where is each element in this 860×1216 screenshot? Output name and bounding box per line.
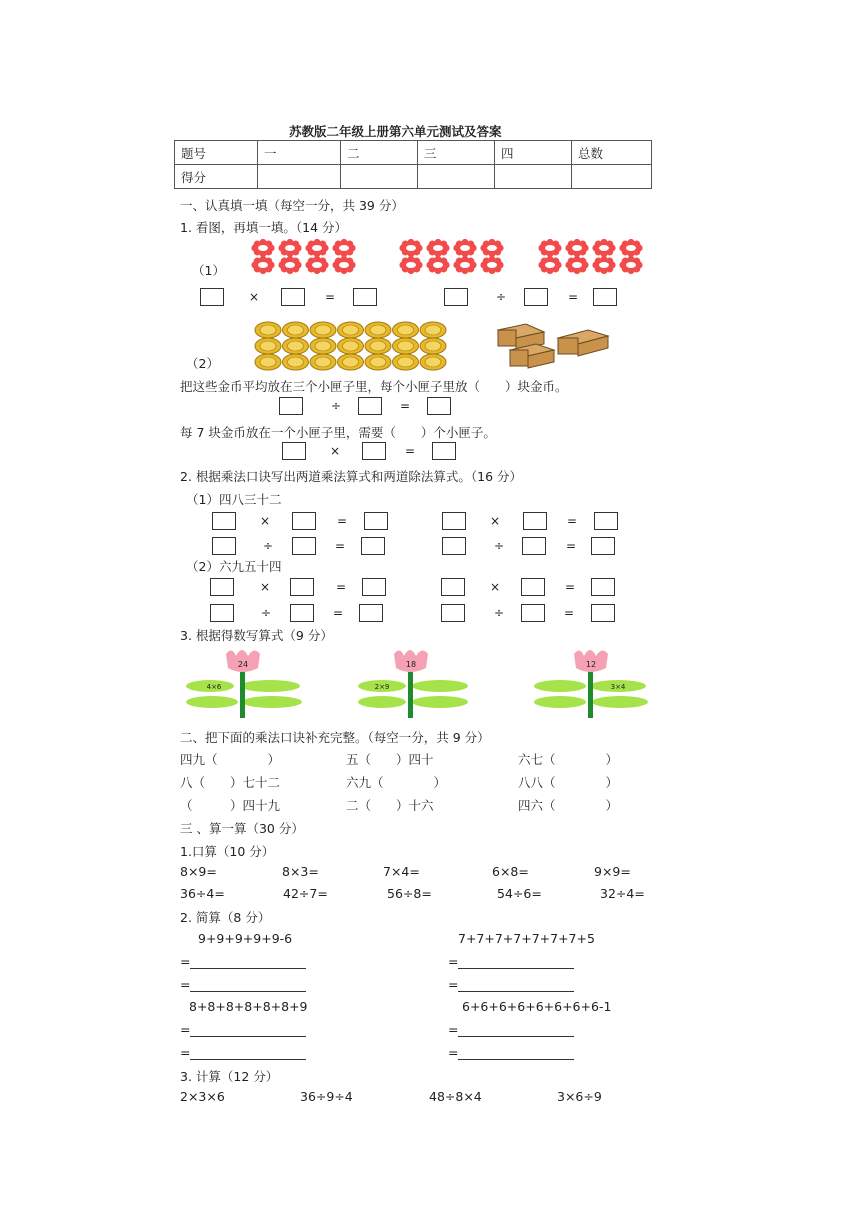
answer-line[interactable] [448,954,574,969]
answer-box[interactable] [290,578,314,596]
flower-card-3 [534,648,650,720]
oral-item: 9×9= [594,864,631,879]
blank-line [190,956,306,969]
calc-heading: 3. 计算（12 分） [180,1069,279,1084]
oral-item: 8×3= [282,864,319,879]
flower-value: 18 [405,660,417,669]
equals-sign: = [448,977,459,992]
flower-card-2 [356,648,470,720]
answer-box[interactable] [591,578,615,596]
q1-part2-equation1 [0,397,860,417]
gold-coin-icon [255,322,281,338]
oral-item: 6×8= [492,864,529,879]
blank-line [190,979,306,992]
operator: × [260,580,271,594]
score-label: 得分 [175,165,258,189]
calc-item: 36÷9÷4 [300,1089,353,1104]
stem-shape [408,672,413,718]
gold-coin-icon [338,322,364,338]
mnemonic-item: 四六（ ） [518,798,619,813]
mnemonic-item: 六九（ ） [346,775,447,790]
answer-box[interactable] [362,442,386,460]
answer-box[interactable] [358,397,382,415]
q1-part2-label: （2） [186,356,219,371]
operator: × [260,514,271,528]
gold-coin-icon [255,354,281,370]
section1-heading: 一、认真填一填（每空一分，共 39 分） [180,198,404,213]
answer-box[interactable] [594,512,618,530]
header-cell: 二 [341,141,418,165]
blank-line [190,1024,306,1037]
answer-box[interactable] [210,578,234,596]
operator: = [405,444,416,458]
q2-heading: 2. 根据乘法口诀写出两道乘法算式和两道除法算式。（16 分） [180,469,523,484]
simple-item: 8+8+8+8+8+8+9 [189,999,308,1014]
operator: = [335,539,346,553]
operator: = [565,580,576,594]
header-cell: 四 [495,141,572,165]
blank-line [458,979,574,992]
blank-line [458,1024,574,1037]
gold-coin-icon [310,322,336,338]
mnemonic-item: 六七（ ） [518,752,619,767]
answer-line[interactable] [180,1022,306,1037]
mnemonic-item: （ ）四十九 [180,798,281,813]
operator: ÷ [263,539,274,553]
leaf-shape [534,680,586,692]
gold-coin-icon [365,322,391,338]
header-cell: 题号 [175,141,258,165]
calc-item: 3×6÷9 [557,1089,602,1104]
leaf-shape [358,696,406,708]
equals-sign: = [180,1022,191,1037]
operator: = [333,606,344,620]
answer-box[interactable] [441,604,465,622]
answer-box[interactable] [362,578,386,596]
answer-box[interactable] [427,397,451,415]
mnemonic-item: 五（ ）四十 [346,752,434,767]
q1-heading: 1. 看图，再填一填。（14 分） [180,220,348,235]
gold-coin-icon [365,338,391,354]
answer-box[interactable] [522,537,546,555]
answer-box[interactable] [210,604,234,622]
simple-item: 6+6+6+6+6+6+6+6-1 [462,999,612,1014]
operator: × [330,444,341,458]
leaf-shape [242,696,302,708]
gold-coins-illustration [0,0,860,400]
answer-box[interactable] [279,397,303,415]
q2-part1-mul-row [0,512,860,532]
flower-value: 24 [237,660,249,669]
gold-coin-icon [420,322,446,338]
answer-box[interactable] [442,512,466,530]
answer-line[interactable] [180,954,306,969]
gold-coin-icon [393,338,419,354]
answer-box[interactable] [292,512,316,530]
q1-part1-label: （1） [192,263,225,278]
leaf-shape [412,696,468,708]
blank-line [458,956,574,969]
gold-coin-icon [283,354,309,370]
answer-line[interactable] [180,977,306,992]
page-title: 苏教版二年级上册第六单元测试及答案 [289,124,502,139]
q1-part2-text2: 每 7 块金币放在一个小匣子里，需要（ ）个小匣子。 [180,425,496,440]
operator: × [490,580,501,594]
simple-item: 9+9+9+9+9-6 [198,931,293,946]
q2-part2-label: （2）六九五十四 [186,559,282,574]
equals-sign: = [180,954,191,969]
gold-coin-icon [310,338,336,354]
answer-box[interactable] [521,604,545,622]
oral-item: 56÷8= [387,886,432,901]
q2-part2-div-row [0,604,860,624]
operator: ÷ [331,399,342,413]
equals-sign: = [448,1022,459,1037]
gold-coin-icon [283,338,309,354]
mnemonic-item: 二（ ）十六 [346,798,434,813]
operator: = [325,290,336,304]
answer-box[interactable] [523,512,547,530]
treasure-chests-illustration [492,318,622,370]
q1-part2-text1: 把这些金币平均放在三个小匣子里，每个小匣子里放（ ）块金币。 [180,379,568,394]
gold-coin-icon [338,354,364,370]
operator: = [337,514,348,528]
gold-coin-icon [255,338,281,354]
operator: = [336,580,347,594]
operator: ÷ [261,606,272,620]
q2-part1-div-row [0,537,860,557]
leaf-shape [186,696,238,708]
q2-part1-label: （1）四八三十二 [186,492,282,507]
operator: × [249,290,260,304]
oral-item: 36÷4= [180,886,225,901]
equals-sign: = [448,1045,459,1060]
gold-coin-icon [420,338,446,354]
q3-heading: 3. 根据得数写算式（9 分） [180,628,333,643]
oral-item: 8×9= [180,864,217,879]
answer-box[interactable] [591,604,615,622]
answer-box[interactable] [441,578,465,596]
calc-item: 48÷8×4 [429,1089,482,1104]
equals-sign: = [180,977,191,992]
mnemonic-item: 四九（ ） [180,752,281,767]
operator: ÷ [496,290,507,304]
answer-box[interactable] [212,512,236,530]
gold-coin-icon [393,354,419,370]
answer-box[interactable] [432,442,456,460]
leaf-expression: 4×6 [206,683,222,691]
section3-heading: 三 、算一算（30 分） [180,821,304,836]
gold-coin-icon [393,322,419,338]
answer-box[interactable] [359,604,383,622]
header-cell: 总数 [572,141,652,165]
answer-line[interactable] [448,977,574,992]
mnemonic-item: 八（ ）七十二 [180,775,281,790]
leaf-shape [592,696,648,708]
answer-box[interactable] [282,442,306,460]
oral-item: 54÷6= [497,886,542,901]
answer-box[interactable] [364,512,388,530]
gold-coin-icon [365,354,391,370]
blank-line [190,1047,306,1060]
operator: × [490,514,501,528]
operator: ÷ [494,539,505,553]
blank-line [458,1047,574,1060]
oral-heading: 1.口算（10 分） [180,844,275,859]
q2-part2-mul-row [0,578,860,598]
operator: = [400,399,411,413]
gold-coin-icon [283,322,309,338]
answer-box[interactable] [591,537,615,555]
simple-item: 7+7+7+7+7+7+7+5 [458,931,595,946]
gold-coin-icon [310,354,336,370]
stem-shape [588,672,593,718]
flower-card-1 [186,648,304,720]
answer-line[interactable] [180,1045,306,1060]
header-cell: 一 [258,141,341,165]
flower-value: 12 [585,660,597,669]
equals-sign: = [180,1045,191,1060]
leaf-shape [412,680,468,692]
answer-box[interactable] [290,604,314,622]
oral-item: 32÷4= [600,886,645,901]
gold-coin-icon [338,338,364,354]
operator: = [566,539,577,553]
answer-line[interactable] [448,1022,574,1037]
calc-item: 2×3×6 [180,1089,225,1104]
oral-item: 42÷7= [283,886,328,901]
leaf-expression: 3×4 [610,683,626,691]
leaf-shape [240,680,300,692]
answer-line[interactable] [448,1045,574,1060]
oral-item: 7×4= [383,864,420,879]
equals-sign: = [448,954,459,969]
answer-box[interactable] [292,537,316,555]
answer-box[interactable] [361,537,385,555]
stem-shape [240,672,245,718]
operator: = [568,290,579,304]
leaf-shape [534,696,586,708]
operator: ÷ [494,606,505,620]
leaf-expression: 2×9 [374,683,390,691]
operator: = [567,514,578,528]
simple-heading: 2. 简算（8 分） [180,910,271,925]
mnemonic-item: 八八（ ） [518,775,619,790]
q1-part2-equation2 [0,442,860,462]
operator: = [564,606,575,620]
gold-coin-icon [420,354,446,370]
section2-heading: 二、把下面的乘法口诀补充完整。（每空一分，共 9 分） [180,730,490,745]
answer-box[interactable] [521,578,545,596]
answer-box[interactable] [212,537,236,555]
answer-box[interactable] [442,537,466,555]
header-cell: 三 [418,141,495,165]
